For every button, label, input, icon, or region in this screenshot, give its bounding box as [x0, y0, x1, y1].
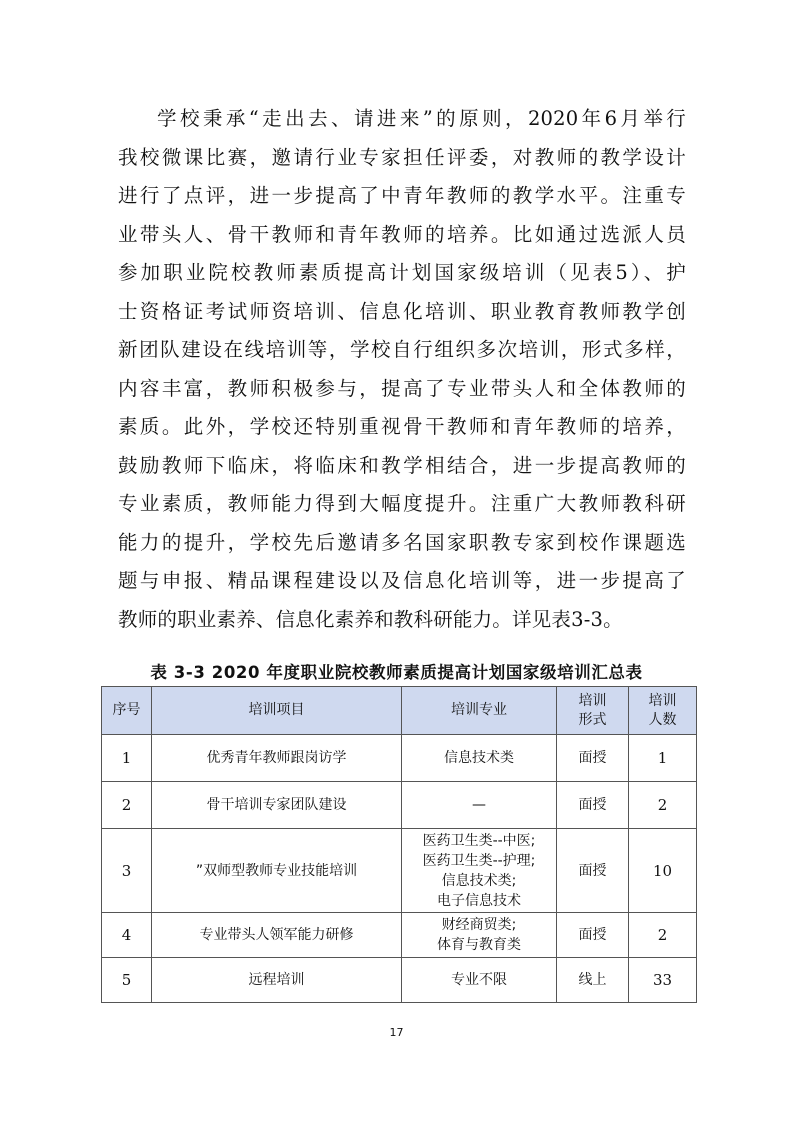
major-line: 医药卫生类--中医;	[422, 832, 536, 849]
header-count-line: 培训	[648, 692, 677, 709]
header-form-line: 培训	[578, 692, 607, 709]
table-row	[102, 735, 697, 782]
cell-project: 专业带头人领军能力研修	[152, 913, 402, 958]
table-row	[102, 829, 697, 913]
cell-count: 1	[629, 735, 697, 782]
header-major: 培训专业	[402, 687, 557, 735]
header-seq: 序号	[102, 687, 152, 735]
cell-project: 骨干培训专家团队建设	[152, 782, 402, 829]
major-line: 专业不限	[451, 972, 507, 988]
cell-seq: 4	[102, 913, 152, 958]
paragraph-line: 鼓励教师下临床，将临床和教学相结合，进一步提高教师的	[118, 453, 686, 477]
table-row	[102, 958, 697, 1003]
major-line: 电子信息技术	[437, 892, 521, 909]
paragraph-line: 能力的提升，学校先后邀请多名国家职教专家到校作课题选	[118, 530, 686, 554]
major-line: —	[472, 797, 486, 813]
cell-count: 33	[629, 958, 697, 1003]
cell-form: 线上	[557, 958, 629, 1003]
cell-count: 2	[629, 782, 697, 829]
header-form	[557, 687, 629, 735]
body-paragraph	[118, 100, 686, 639]
paragraph-line: 教师的职业素养、信息化素养和教科研能力。详见表3-3。	[118, 607, 623, 631]
header-count-line: 人数	[648, 711, 677, 728]
cell-major	[402, 829, 557, 913]
major-line: 体育与教育类	[437, 937, 521, 953]
cell-major	[402, 782, 557, 829]
cell-major	[402, 958, 557, 1003]
table-caption: 表 3-3 2020 年度职业院校教师素质提高计划国家级培训汇总表	[150, 663, 643, 682]
paragraph-line: 参加职业院校教师素质提高计划国家级培训（见表5）、护	[118, 261, 686, 284]
paragraph-line: 业带头人、骨干教师和青年教师的培养。比如通过选派人员	[118, 222, 686, 246]
major-line: 医药卫生类--护理;	[422, 852, 536, 869]
cell-count: 10	[629, 829, 697, 913]
paragraph-line: 内容丰富，教师积极参与，提高了专业带头人和全体教师的	[118, 376, 686, 400]
paragraph-line: 我校微课比赛，邀请行业专家担任评委，对教师的教学设计	[118, 145, 686, 169]
paragraph-line: 士资格证考试师资培训、信息化培训、职业教育教师教学创	[118, 299, 686, 323]
cell-form: 面授	[557, 782, 629, 829]
table-row	[102, 913, 697, 958]
cell-project: 优秀青年教师跟岗访学	[152, 735, 402, 782]
header-project: 培训项目	[152, 687, 402, 735]
cell-project: ”双师型教师专业技能培训	[152, 829, 402, 913]
paragraph-line: 题与申报、精品课程建设以及信息化培训等，进一步提高了	[118, 569, 686, 592]
major-line: 财经商贸类;	[441, 917, 517, 933]
major-line: 信息技术类;	[441, 872, 517, 889]
page-number: 17	[389, 1026, 404, 1039]
paragraph-line: 进行了点评，进一步提高了中青年教师的教学水平。注重专	[118, 184, 686, 207]
paragraph-line: 学校秉承“走出去、请进来”的原则，2020年6月举行	[157, 107, 686, 130]
table-header-row	[102, 687, 697, 735]
cell-count: 2	[629, 913, 697, 958]
paragraph-line: 新团队建设在线培训等，学校自行组织多次培训，形式多样，	[118, 338, 686, 361]
cell-seq: 5	[102, 958, 152, 1003]
header-count	[629, 687, 697, 735]
cell-form: 面授	[557, 913, 629, 958]
cell-seq: 1	[102, 735, 152, 782]
training-summary-table	[101, 686, 697, 1003]
cell-form: 面授	[557, 829, 629, 913]
paragraph-line: 专业素质，教师能力得到大幅度提升。注重广大教师教科研	[118, 492, 686, 515]
cell-major	[402, 735, 557, 782]
cell-form: 面授	[557, 735, 629, 782]
cell-seq: 3	[102, 829, 152, 913]
table-row	[102, 782, 697, 829]
cell-project: 远程培训	[152, 958, 402, 1003]
header-form-line: 形式	[578, 711, 607, 728]
major-line: 信息技术类	[444, 750, 514, 766]
paragraph-line: 素质。此外，学校还特别重视骨干教师和青年教师的培养，	[118, 415, 686, 438]
cell-seq: 2	[102, 782, 152, 829]
cell-major	[402, 913, 557, 958]
